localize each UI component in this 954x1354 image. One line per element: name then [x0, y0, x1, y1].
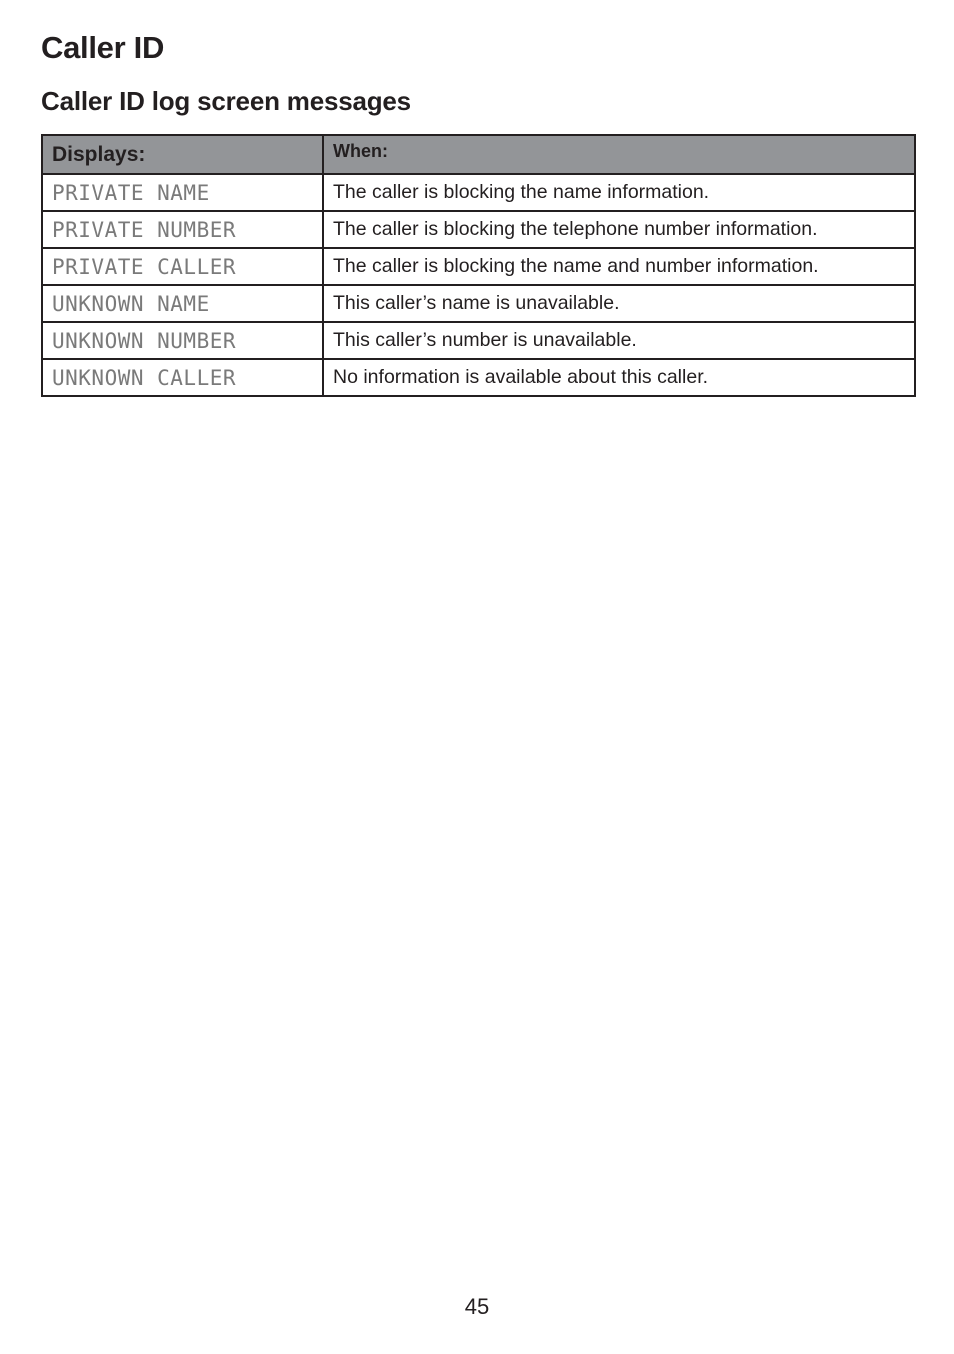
display-message: PRIVATE NAME: [42, 174, 323, 211]
when-description: The caller is blocking the name information.: [323, 174, 915, 211]
section-title: Caller ID log screen messages: [41, 86, 411, 116]
when-description: This caller’s number is unavailable.: [323, 322, 915, 359]
table-body: [42, 174, 915, 396]
table-row: [42, 248, 915, 285]
header-displays: Displays:: [42, 135, 323, 174]
display-message: PRIVATE CALLER: [42, 248, 323, 285]
display-message: PRIVATE NUMBER: [42, 211, 323, 248]
when-description: No information is available about this caller.: [323, 359, 915, 396]
table-header: [42, 135, 915, 174]
table-row: [42, 211, 915, 248]
when-description: The caller is blocking the name and number information.: [323, 248, 915, 285]
when-description: The caller is blocking the telephone number information.: [323, 211, 915, 248]
display-message: UNKNOWN CALLER: [42, 359, 323, 396]
page-title: Caller ID: [41, 30, 165, 65]
table-row: [42, 174, 915, 211]
table-row: [42, 285, 915, 322]
display-message: UNKNOWN NUMBER: [42, 322, 323, 359]
caller-id-messages-table: [41, 134, 916, 397]
page-number: 45: [464, 1294, 490, 1319]
table-row: [42, 322, 915, 359]
when-description: This caller’s name is unavailable.: [323, 285, 915, 322]
display-message: UNKNOWN NAME: [42, 285, 323, 322]
header-when: When:: [323, 135, 915, 174]
table-row: [42, 359, 915, 396]
table-header-row: [42, 135, 915, 174]
